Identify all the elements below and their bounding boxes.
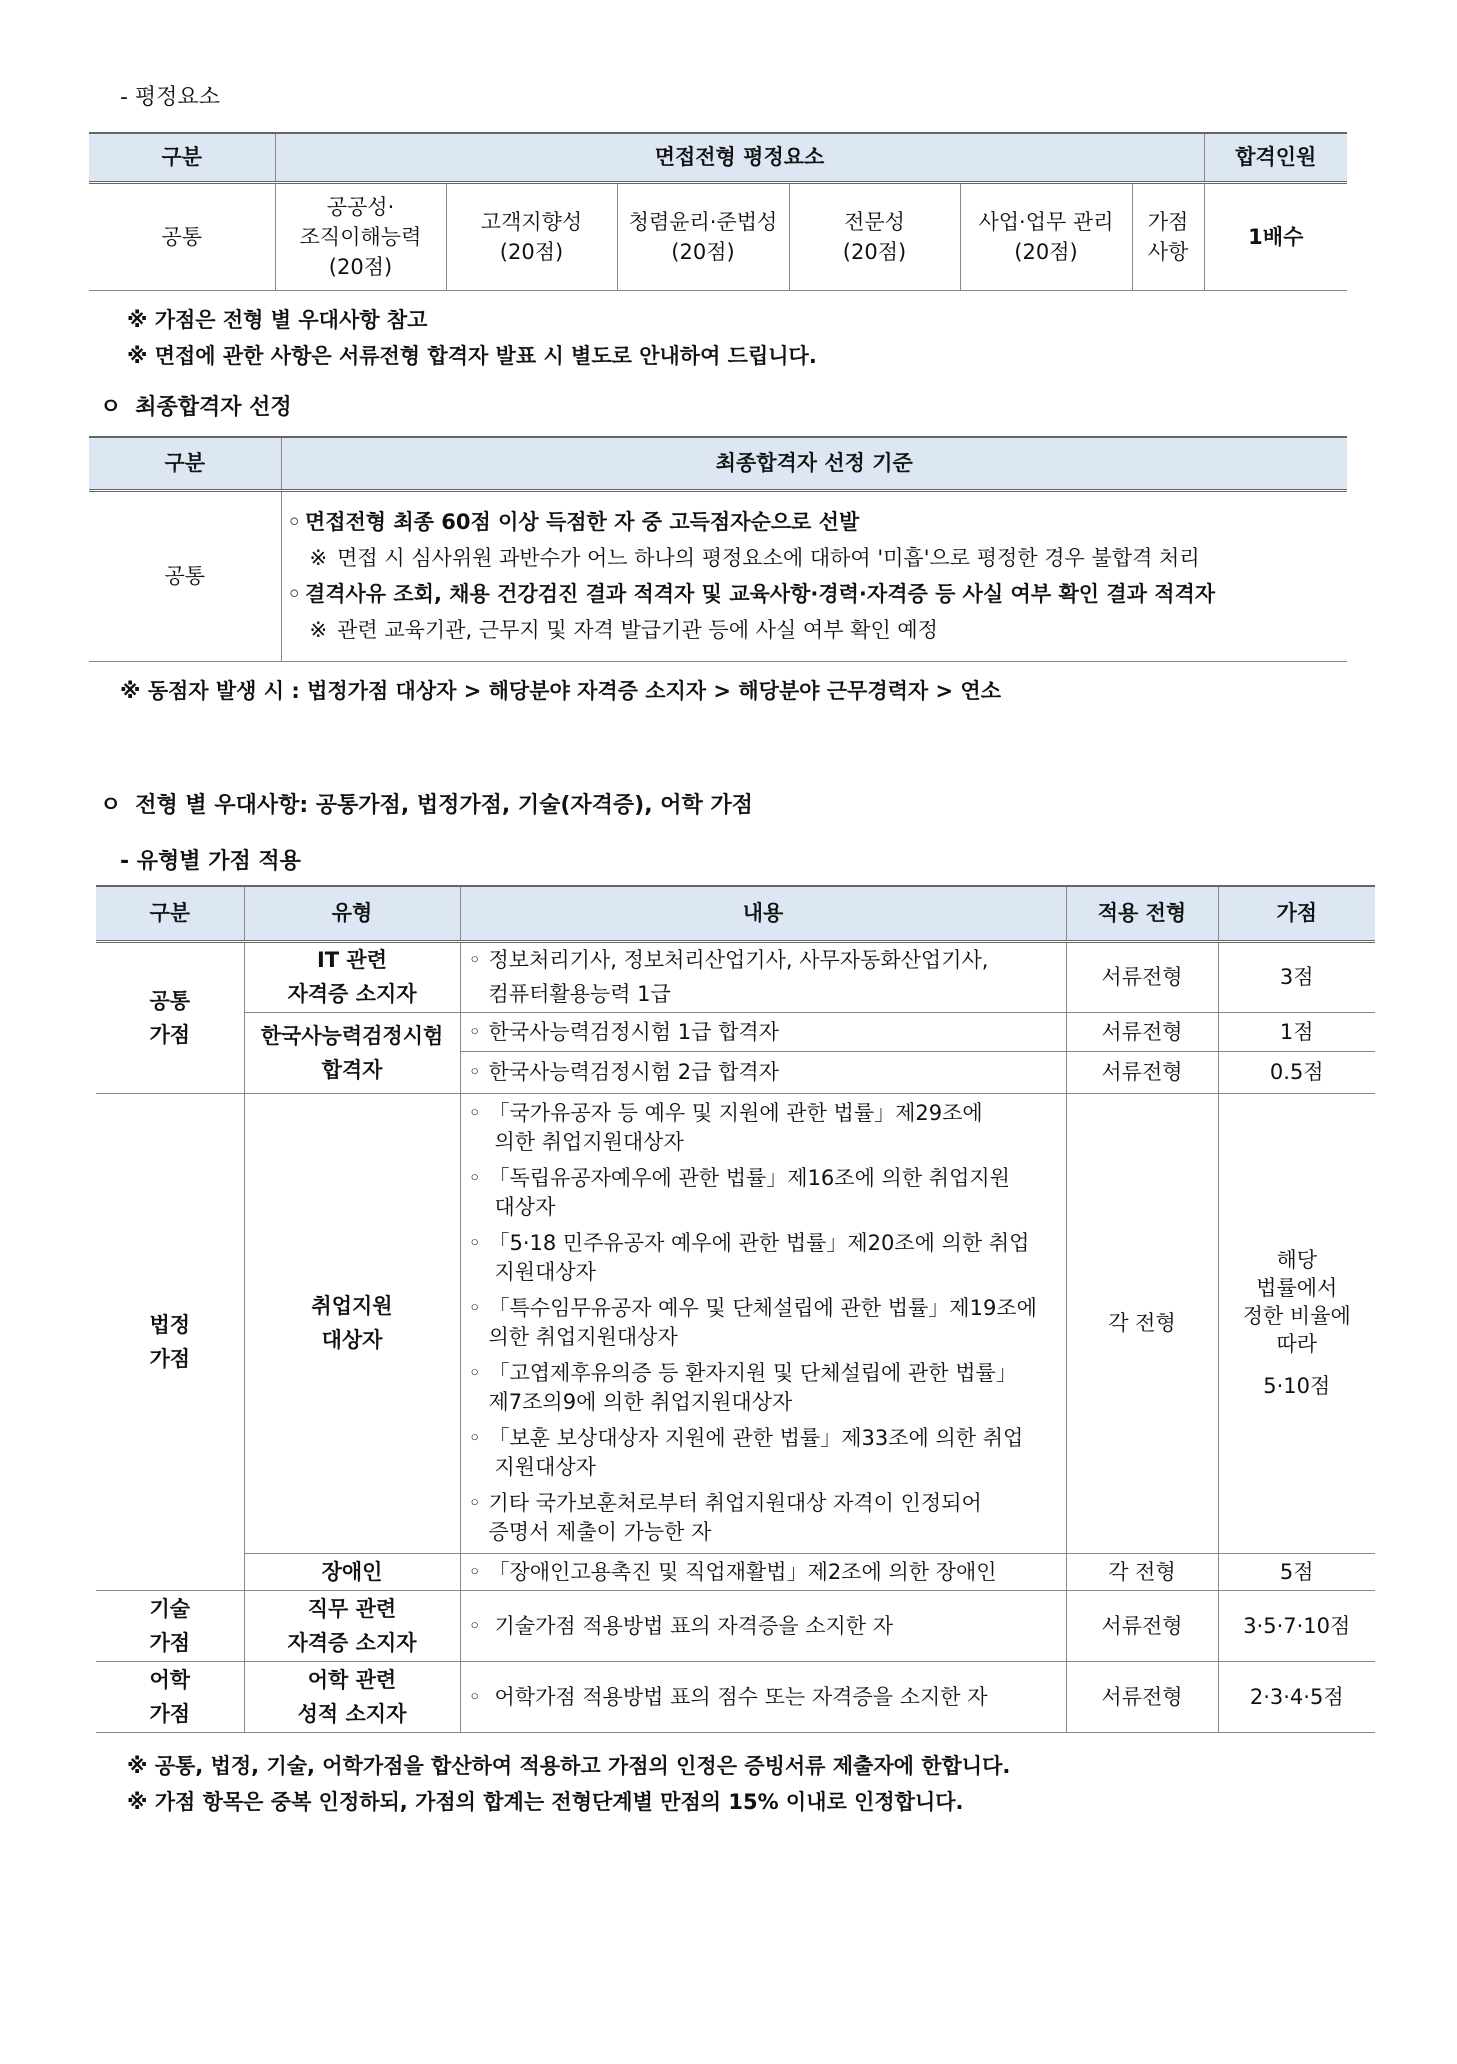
content-korean-history-2: ◦ 한국사능력검정시험 2급 합격자 — [460, 1051, 1066, 1093]
content-tech: ◦ 기술가점 적용방법 표의 자격증을 소지한 자 — [460, 1590, 1066, 1661]
header-selection-criteria: 최종합격자 선정 기준 — [281, 437, 1347, 490]
header-evaluation-factors: 면접전형 평정요소 — [275, 133, 1204, 182]
content-disability: ◦ 「장애인고용촉진 및 직업재활법」제2조에 의한 장애인 — [460, 1553, 1066, 1590]
stage-language: 서류전형 — [1066, 1661, 1218, 1732]
stage-disability: 각 전형 — [1066, 1553, 1218, 1590]
category-common: 공통 가점 — [96, 941, 244, 1093]
points-tech: 3·5·7·10점 — [1218, 1590, 1375, 1661]
evaluation-subtitle: - 평정요소 — [120, 85, 220, 110]
type-job-cert: 직무 관련 자격증 소지자 — [244, 1590, 460, 1661]
header-category: 구분 — [89, 133, 275, 182]
final-selection-table — [89, 436, 1347, 662]
type-korean-history: 한국사능력검정시험 합격자 — [244, 1012, 460, 1093]
tie-break-note: ※ 동점자 발생 시 : 법정가점 대상자 > 해당분야 자격증 소지자 > 해당분야 근무경력자 > 연소 — [120, 679, 1001, 703]
criterion-line: ◦ 결격사유 조회, 채용 건강검진 결과 적격자 및 교육사항·경력·자격증 등 사실 여부 확인 결과 적격자 — [287, 582, 1216, 606]
header-category: 구분 — [89, 437, 281, 490]
factor-integrity: 청렴윤리·준법성 (20점) — [617, 182, 789, 290]
header-type: 유형 — [244, 886, 460, 941]
section-bullet: ㅇ — [100, 395, 122, 420]
note-bonus-limit: ※ 가점 항목은 중복 인정하되, 가점의 합계는 전형단계별 만점의 15% 이내로 인정합니다. — [127, 1790, 964, 1814]
header-category: 구분 — [96, 886, 244, 941]
content-language: ◦ 어학가점 적용방법 표의 점수 또는 자격증을 소지한 자 — [460, 1661, 1066, 1732]
note-bonus-reference: ※ 가점은 전형 별 우대사항 참고 — [127, 308, 428, 332]
type-it-cert: IT 관련 자격증 소지자 — [244, 941, 460, 1012]
points-employment-support: 해당 법률에서 정한 비율에 따라 5·10점 — [1218, 1093, 1375, 1553]
header-points: 가점 — [1218, 886, 1375, 941]
note-interview-notice: ※ 면접에 관한 사항은 서류전형 합격자 발표 시 별도로 안내하여 드립니다. — [127, 344, 817, 368]
note-bonus-sum: ※ 공통, 법정, 기술, 어학가점을 합산하여 적용하고 가점의 인정은 증빙서류 제출자에 한합니다. — [127, 1754, 1011, 1778]
preference-subtitle: - 유형별 가점 적용 — [120, 849, 301, 874]
header-stage: 적용 전형 — [1066, 886, 1218, 941]
law-item: ◦ 「보훈 보상대상자 지원에 관한 법률」제33조에 의한 취업 지원대상자 — [468, 1426, 1024, 1479]
stage-korean-history-1: 서류전형 — [1066, 1012, 1218, 1051]
law-item: ◦ 「국가유공자 등 예우 및 지원에 관한 법률」제29조에 의한 취업지원대상자 — [468, 1101, 983, 1154]
factor-customer: 고객지향성 (20점) — [446, 182, 617, 290]
bonus-points-table — [96, 885, 1375, 1733]
criterion-note: ※ 관련 교육기관, 근무지 및 자격 발급기관 등에 사실 여부 확인 예정 — [309, 618, 938, 642]
row-label-common: 공통 — [89, 490, 281, 661]
content-korean-history-1: ◦ 한국사능력검정시험 1급 합격자 — [460, 1012, 1066, 1051]
stage-it-cert: 서류전형 — [1066, 941, 1218, 1012]
points-disability: 5점 — [1218, 1553, 1375, 1590]
row-label-common: 공통 — [89, 182, 275, 290]
content-employment-support — [460, 1093, 1066, 1553]
law-item: ◦ 「고엽제후유의증 등 환자지원 및 단체설립에 관한 법률」 제7조의9에 의한 취업지원대상자 — [468, 1361, 1017, 1414]
category-tech: 기술 가점 — [96, 1590, 244, 1661]
section-bullet: ㅇ — [100, 793, 122, 818]
points-language: 2·3·4·5점 — [1218, 1661, 1375, 1732]
stage-korean-history-2: 서류전형 — [1066, 1051, 1218, 1093]
points-korean-history-2: 0.5점 — [1218, 1051, 1375, 1093]
factor-publicness: 공공성· 조직이해능력 (20점) — [275, 182, 446, 290]
factor-expertise: 전문성 (20점) — [789, 182, 960, 290]
selection-criteria-content — [281, 490, 1347, 661]
stage-tech: 서류전형 — [1066, 1590, 1218, 1661]
criterion-note: ※ 면접 시 심사위원 과반수가 어느 하나의 평정요소에 대하여 '미흡'으로 평정한 경우 불합격 처리 — [309, 546, 1200, 570]
interview-evaluation-table — [89, 132, 1347, 291]
type-language-score: 어학 관련 성적 소지자 — [244, 1661, 460, 1732]
criterion-line: ◦ 면접전형 최종 60점 이상 득점한 자 중 고득점자순으로 선발 — [287, 510, 860, 534]
preference-title: ㅇ 전형 별 우대사항: 공통가점, 법정가점, 기술(자격증), 어학 가점 — [100, 793, 753, 818]
stage-employment-support: 각 전형 — [1066, 1093, 1218, 1553]
header-pass-count: 합격인원 — [1204, 133, 1347, 182]
type-employment-support: 취업지원 대상자 — [244, 1093, 460, 1553]
type-disability: 장애인 — [244, 1553, 460, 1590]
category-language: 어학 가점 — [96, 1661, 244, 1732]
content-it-cert: ◦ 정보처리기사, 정보처리산업기사, 사무자동화산업기사, 컴퓨터활용능력 1급 — [460, 941, 1066, 1012]
law-item: ◦ 「특수임무유공자 예우 및 단체설립에 관한 법률」제19조에 의한 취업지원대상자 — [468, 1296, 1037, 1349]
category-legal: 법정 가점 — [96, 1093, 244, 1590]
law-item: ◦ 「5·18 민주유공자 예우에 관한 법률」제20조에 의한 취업 지원대상자 — [468, 1231, 1030, 1284]
pass-count-value: 1배수 — [1204, 182, 1347, 290]
points-korean-history-1: 1점 — [1218, 1012, 1375, 1051]
factor-management: 사업·업무 관리 (20점) — [960, 182, 1132, 290]
law-item: ◦ 기타 국가보훈처로부터 취업지원대상 자격이 인정되어 증명서 제출이 가능한 자 — [468, 1491, 982, 1544]
law-item: ◦ 「독립유공자예우에 관한 법률」제16조에 의한 취업지원 대상자 — [468, 1166, 1010, 1219]
final-selection-title: ㅇ 최종합격자 선정 — [100, 395, 292, 420]
points-it-cert: 3점 — [1218, 941, 1375, 1012]
factor-bonus: 가점 사항 — [1132, 182, 1204, 290]
header-content: 내용 — [460, 886, 1066, 941]
